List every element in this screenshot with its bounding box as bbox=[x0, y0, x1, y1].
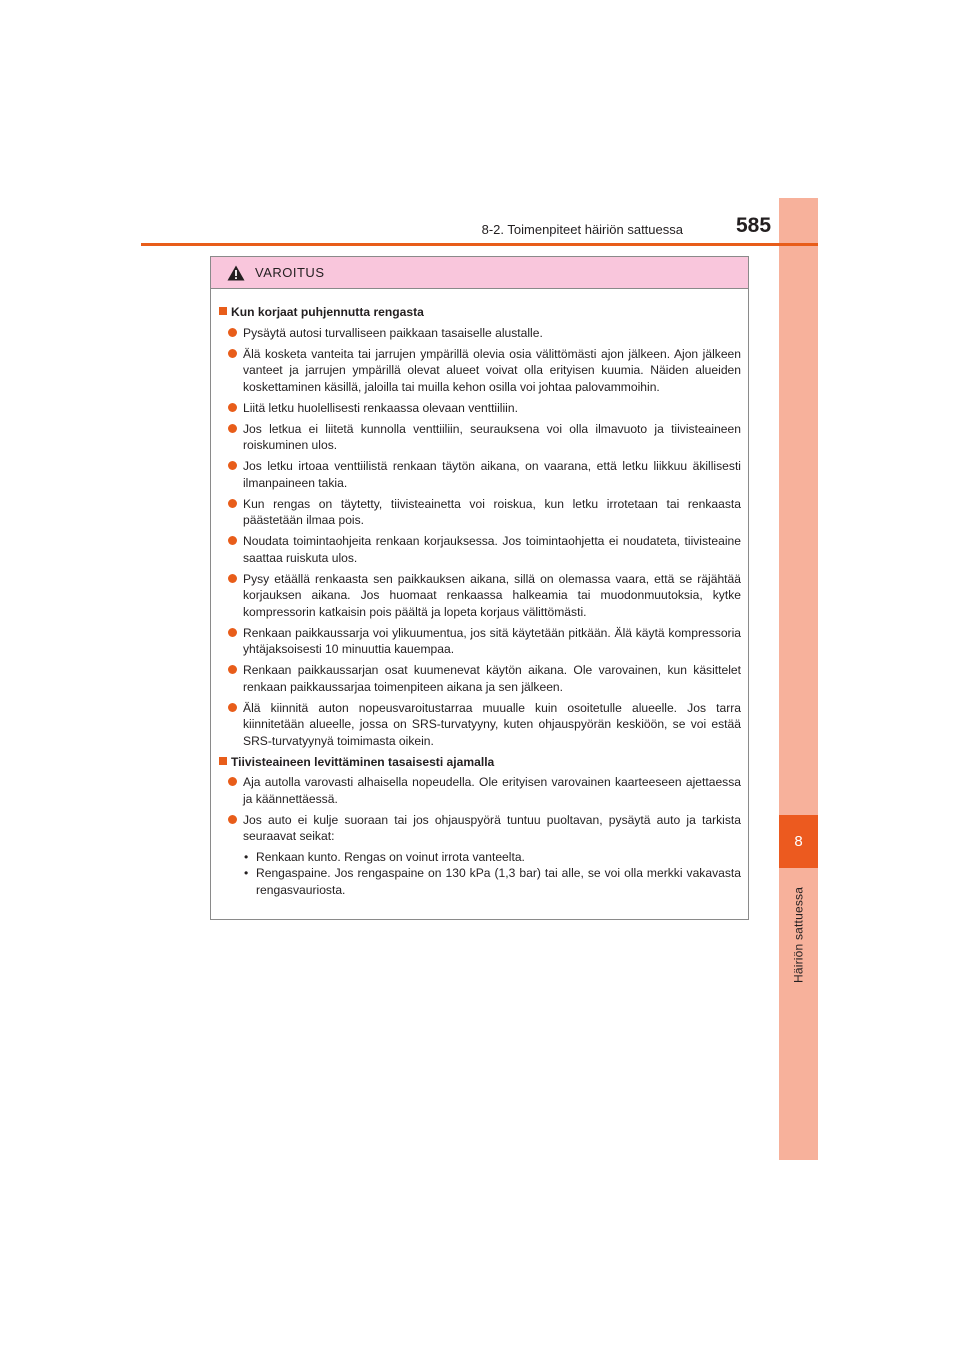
list-item-text: Jos letku irtoaa venttiilistä renkaan täytön aikana, on vaarana, että letku liikkuu äkillisesti ilmanpaineen takia. bbox=[243, 459, 741, 490]
list-item-text: Pysäytä autosi turvalliseen paikkaan tasaiselle alustalle. bbox=[243, 325, 543, 340]
list-item-text: Aja autolla varovasti alhaisella nopeudella. Ole erityisen varovainen kaarteeseen ajettaessa ja käännettäessä. bbox=[243, 775, 741, 806]
warning-box bbox=[210, 256, 749, 920]
list-item bbox=[219, 625, 741, 658]
chapter-number-box: 8 bbox=[779, 815, 818, 868]
sub-list bbox=[243, 849, 741, 899]
list-item-text: Noudata toimintaohjeita renkaan korjauksessa. Jos toimintaohjetta ei noudateta, tiivisteaine saattaa ruiskuta ulos. bbox=[243, 534, 741, 565]
chapter-title-vertical: Häiriön sattuessa bbox=[791, 886, 806, 984]
warning-title: VAROITUS bbox=[255, 265, 325, 280]
list-item bbox=[219, 346, 741, 396]
warning-triangle-icon bbox=[227, 265, 245, 281]
circle-bullet-icon bbox=[228, 628, 237, 637]
list-item-text: Renkaan paikkaussarja voi ylikuumentua, jos sitä käytetään pitkään. Älä käytä kompressoria yhtäjaksoisesti 10 minuuttia kauempaa. bbox=[243, 625, 741, 656]
circle-bullet-icon bbox=[228, 424, 237, 433]
sub-list-item bbox=[243, 849, 741, 866]
list-item bbox=[219, 458, 741, 491]
list-item bbox=[219, 496, 741, 529]
circle-bullet-icon bbox=[228, 349, 237, 358]
circle-bullet-icon bbox=[228, 461, 237, 470]
circle-bullet-icon bbox=[228, 403, 237, 412]
section-heading bbox=[219, 304, 741, 321]
square-bullet-icon bbox=[219, 307, 227, 315]
sub-list-item bbox=[243, 865, 741, 898]
circle-bullet-icon bbox=[228, 703, 237, 712]
list-item bbox=[219, 571, 741, 621]
list-item-text: Liitä letku huolellisesti renkaassa olevaan venttiiliin. bbox=[243, 400, 518, 415]
list-item-text: Kun rengas on täytetty, tiivisteainetta voi roiskua, kun letku irrotetaan tai renkaasta päästetään ilmaa pois. bbox=[243, 496, 741, 527]
list-item-text: Älä kiinnitä auton nopeusvaroitustarraa muualle kuin osoitetulle alueelle. Jos tarra kiinnitetään alueelle, jossa on SRS-turvatyyny, kuten ohjauspyörän keskiöön, se voi estää SRS-turvatyynyä toimimasta oikein. bbox=[243, 700, 741, 748]
sub-list-item-text: Renkaan kunto. Rengas on voinut irrota vanteelta. bbox=[256, 849, 525, 864]
section-heading bbox=[219, 754, 741, 771]
list-item-text: Älä kosketa vanteita tai jarrujen ympärillä olevia osia välittömästi ajon jälkeen. Ajon jälkeen vanteet ja jarrujen ympärillä olevat alueet voivat olla erityisen kuumia. Näiden alueiden koskettaminen käsillä, jaloilla tai muilla kehon osilla voi johtaa palovammoihin. bbox=[243, 346, 741, 394]
list-item bbox=[219, 325, 741, 342]
circle-bullet-icon bbox=[228, 536, 237, 545]
section-heading-text: Kun korjaat puhjennutta rengasta bbox=[231, 305, 424, 319]
warning-header bbox=[211, 257, 748, 289]
circle-bullet-icon bbox=[228, 328, 237, 337]
warning-body bbox=[211, 289, 748, 898]
circle-bullet-icon bbox=[228, 815, 237, 824]
page-number: 585 bbox=[736, 214, 772, 237]
circle-bullet-icon bbox=[228, 574, 237, 583]
chapter-side-tab bbox=[779, 198, 818, 1160]
list-item-text: Jos letkua ei liitetä kunnolla venttiiliin, seurauksena voi olla ilmavuoto ja tiivisteaineen roiskuminen ulos. bbox=[243, 421, 741, 452]
small-bullet-icon: • bbox=[244, 866, 249, 880]
list-item-text: Jos auto ei kulje suoraan tai jos ohjauspyörä tuntuu puoltavan, pysäytä auto ja tarkista seuraavat seikat: bbox=[243, 812, 741, 843]
list-item-text: Pysy etäällä renkaasta sen paikkauksen aikana, sillä on olemassa vaara, että se räjähtää korjauksen aikana. Jos huomaat renkaassa halkeamia tai muodonmuutoksia, kytke kompressorin katkaisin pois päältä ja lopeta korjaus välittömästi. bbox=[243, 571, 741, 619]
circle-bullet-icon bbox=[228, 499, 237, 508]
sub-list-item-text: Rengaspaine. Jos rengaspaine on 130 kPa (1,3 bar) tai alle, se voi olla merkki vakavasta rengasvauriosta. bbox=[256, 866, 741, 897]
list-item bbox=[219, 812, 741, 899]
list-item bbox=[219, 533, 741, 566]
list-item bbox=[219, 421, 741, 454]
section-heading-text: Tiivisteaineen levittäminen tasaisesti ajamalla bbox=[231, 754, 495, 769]
list-item bbox=[219, 774, 741, 807]
circle-bullet-icon bbox=[228, 777, 237, 786]
section-title: 8-2. Toimenpiteet häiriön sattuessa bbox=[481, 222, 683, 237]
list-item bbox=[219, 400, 741, 417]
circle-bullet-icon bbox=[228, 665, 237, 674]
list-item bbox=[219, 700, 741, 750]
header-rule bbox=[141, 243, 818, 246]
small-bullet-icon: • bbox=[244, 849, 249, 864]
list-item-text: Renkaan paikkaussarjan osat kuumenevat käytön aikana. Ole varovainen, kun käsittelet renkaan paikkaussarjaa toimenpiteen aikana ja sen jälkeen. bbox=[243, 663, 741, 694]
list-item bbox=[219, 662, 741, 695]
square-bullet-icon bbox=[219, 757, 227, 765]
